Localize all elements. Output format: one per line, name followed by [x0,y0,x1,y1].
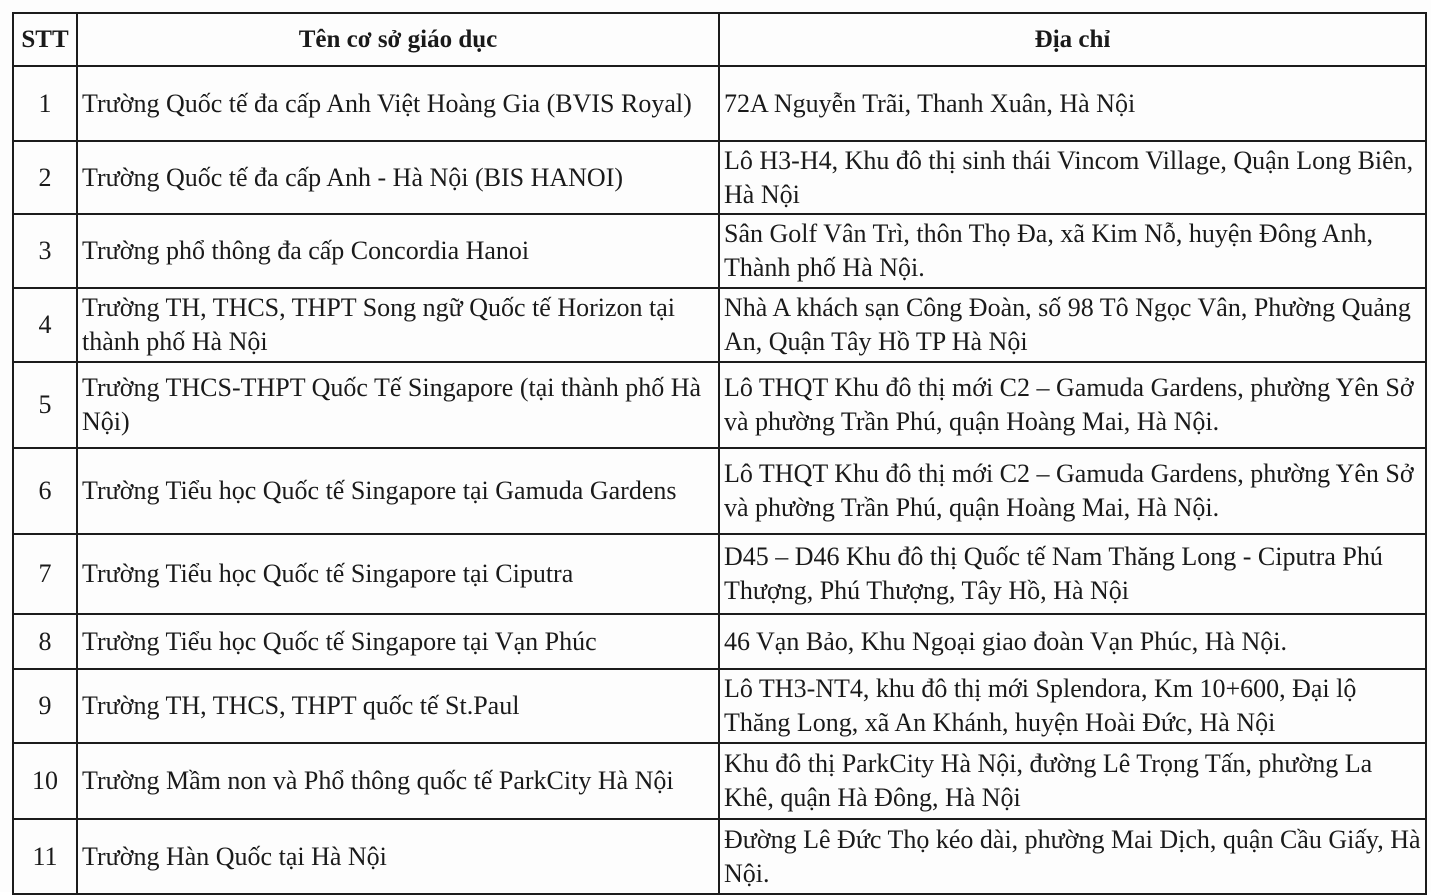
row-school-name: Trường Tiểu học Quốc tế Singapore tại Gamuda Gardens [77,448,719,534]
table-row [13,66,1426,141]
row-school-name: Trường TH, THCS, THPT Song ngữ Quốc tế Horizon tại thành phố Hà Nội [77,288,719,362]
row-stt: 7 [13,534,77,614]
row-school-name: Trường TH, THCS, THPT quốc tế St.Paul [77,669,719,743]
table-row [13,819,1426,894]
row-address: D45 – D46 Khu đô thị Quốc tế Nam Thăng Long - Ciputra Phú Thượng, Phú Thượng, Tây Hồ, Hà Nội [719,534,1426,614]
row-school-name: Trường THCS-THPT Quốc Tế Singapore (tại thành phố Hà Nội) [77,362,719,448]
row-address: Lô THQT Khu đô thị mới C2 – Gamuda Gardens, phường Yên Sở và phường Trần Phú, quận Hoàng Mai, Hà Nội. [719,448,1426,534]
row-stt: 4 [13,288,77,362]
schools-table [12,12,1427,895]
table-row [13,214,1426,288]
header-stt: STT [13,13,77,66]
row-stt: 1 [13,66,77,141]
row-address: Sân Golf Vân Trì, thôn Thọ Đa, xã Kim Nỗ, huyện Đông Anh, Thành phố Hà Nội. [719,214,1426,288]
row-stt: 3 [13,214,77,288]
header-address: Địa chỉ [719,13,1426,66]
row-stt: 11 [13,819,77,894]
row-address: 72A Nguyễn Trãi, Thanh Xuân, Hà Nội [719,66,1426,141]
row-school-name: Trường phổ thông đa cấp Concordia Hanoi [77,214,719,288]
table-row [13,448,1426,534]
row-stt: 9 [13,669,77,743]
row-school-name: Trường Tiểu học Quốc tế Singapore tại Ciputra [77,534,719,614]
row-address: 46 Vạn Bảo, Khu Ngoại giao đoàn Vạn Phúc, Hà Nội. [719,614,1426,669]
row-stt: 6 [13,448,77,534]
table-header-row [13,13,1426,66]
row-school-name: Trường Hàn Quốc tại Hà Nội [77,819,719,894]
table-row [13,534,1426,614]
row-address: Đường Lê Đức Thọ kéo dài, phường Mai Dịch, quận Cầu Giấy, Hà Nội. [719,819,1426,894]
row-stt: 2 [13,141,77,214]
row-stt: 5 [13,362,77,448]
table-row [13,614,1426,669]
header-school-name: Tên cơ sở giáo dục [77,13,719,66]
table-row [13,288,1426,362]
row-stt: 8 [13,614,77,669]
row-address: Lô THQT Khu đô thị mới C2 – Gamuda Gardens, phường Yên Sở và phường Trần Phú, quận Hoàng Mai, Hà Nội. [719,362,1426,448]
row-address: Nhà A khách sạn Công Đoàn, số 98 Tô Ngọc Vân, Phường Quảng An, Quận Tây Hồ TP Hà Nội [719,288,1426,362]
row-stt: 10 [13,743,77,819]
row-address: Lô H3-H4, Khu đô thị sinh thái Vincom Village, Quận Long Biên, Hà Nội [719,141,1426,214]
row-address: Khu đô thị ParkCity Hà Nội, đường Lê Trọng Tấn, phường La Khê, quận Hà Đông, Hà Nội [719,743,1426,819]
row-school-name: Trường Quốc tế đa cấp Anh - Hà Nội (BIS HANOI) [77,141,719,214]
table-row [13,141,1426,214]
table-row [13,362,1426,448]
row-school-name: Trường Mầm non và Phổ thông quốc tế ParkCity Hà Nội [77,743,719,819]
row-address: Lô TH3-NT4, khu đô thị mới Splendora, Km 10+600, Đại lộ Thăng Long, xã An Khánh, huyện Hoài Đức, Hà Nội [719,669,1426,743]
table-row [13,669,1426,743]
row-school-name: Trường Quốc tế đa cấp Anh Việt Hoàng Gia (BVIS Royal) [77,66,719,141]
table-row [13,743,1426,819]
row-school-name: Trường Tiểu học Quốc tế Singapore tại Vạn Phúc [77,614,719,669]
